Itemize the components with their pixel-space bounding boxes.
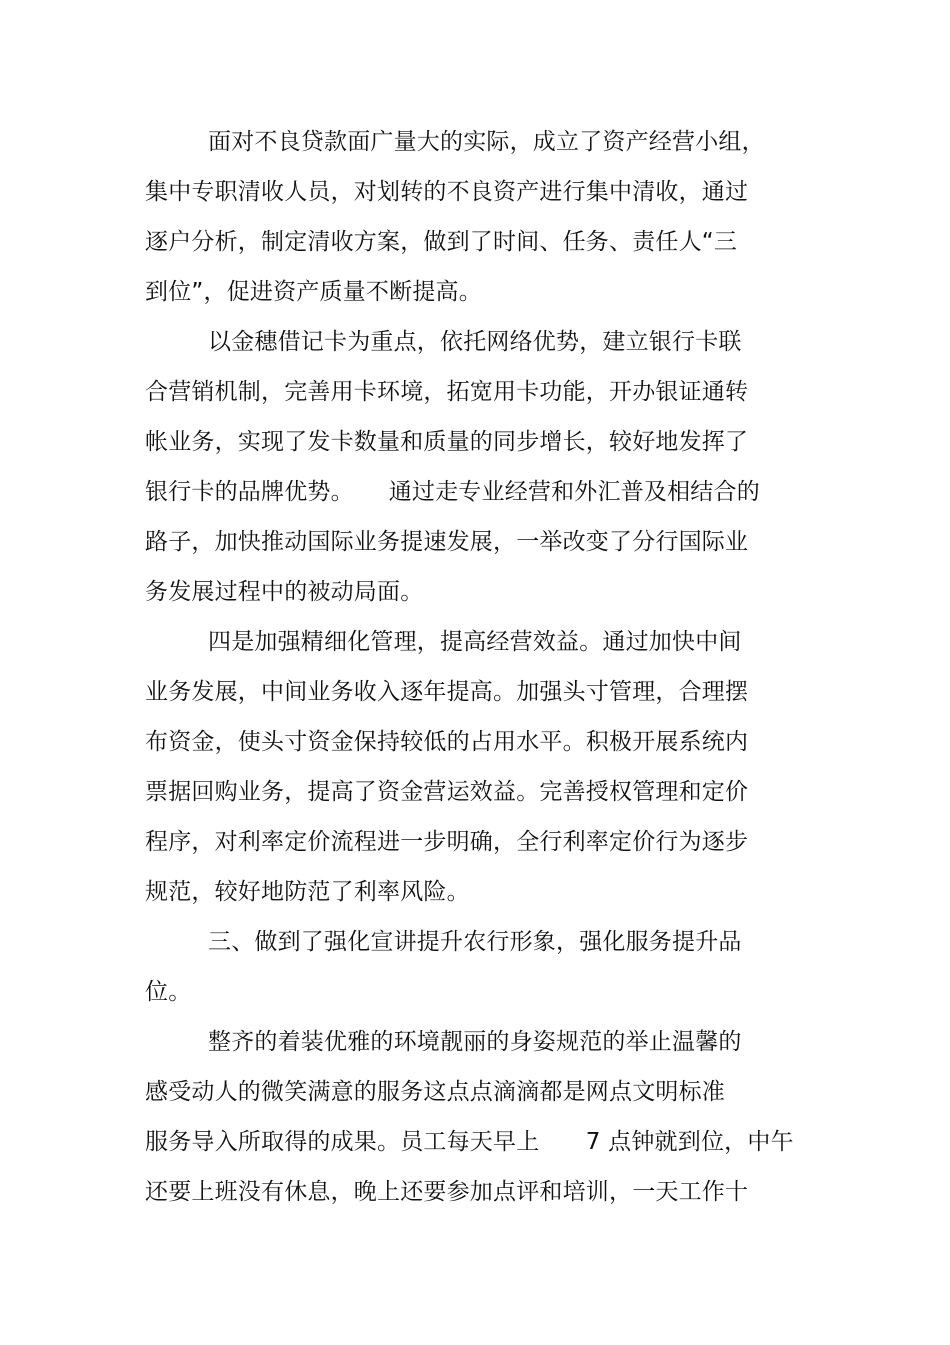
paragraph-line: 服务导入所取得的成果。员工每天早上 7 点钟就到位，中午 [145,1129,794,1155]
section-heading-line: 位。 [145,979,192,1005]
paragraph-line: 四是加强精细化管理，提高经营效益。通过加快中间 [208,629,742,655]
paragraph-line: 整齐的着装优雅的环境靓丽的身姿规范的举止温馨的 [208,1029,742,1055]
paragraph-line: 集中专职清收人员，对划转的不良资产进行集中清收，通过 [145,179,749,205]
paragraph-line: 业务发展，中间业务收入逐年提高。加强头寸管理，合理摆 [145,679,749,705]
paragraph-line: 路子，加快推动国际业务提速发展，一举改变了分行国际业 [145,529,749,555]
paragraph-line: 以金穗借记卡为重点，依托网络优势，建立银行卡联 [208,329,742,355]
paragraph-line: 布资金，使头寸资金保持较低的占用水平。积极开展系统内 [145,729,749,755]
paragraph-line: 还要上班没有休息，晚上还要参加点评和培训，一天工作十 [145,1179,749,1205]
paragraph-line: 务发展过程中的被动局面。 [145,579,424,605]
paragraph-line: 银行卡的品牌优势。 通过走专业经营和外汇普及相结合的 [145,479,760,505]
paragraph-line: 感受动人的微笑满意的服务这点点滴滴都是网点文明标准 [145,1079,725,1105]
paragraph-line: 合营销机制，完善用卡环境，拓宽用卡功能，开办银证通转 [145,379,749,405]
paragraph-line: 规范，较好地防范了利率风险。 [145,879,470,905]
paragraph-line: 逐户分析，制定清收方案，做到了时间、任务、责任人“三 [145,229,738,255]
paragraph-line: 面对不良贷款面广量大的实际，成立了资产经营小组， [208,129,765,155]
section-heading-line: 三、做到了强化宣讲提升农行形象，强化服务提升品 [208,929,742,955]
paragraph-line: 帐业务，实现了发卡数量和质量的同步增长，较好地发挥了 [145,429,749,455]
paragraph-line: 到位”，促进资产质量不断提高。 [145,279,482,305]
paragraph-line: 票据回购业务，提高了资金营运效益。完善授权管理和定价 [145,779,749,805]
paragraph-line: 程序，对利率定价流程进一步明确，全行利率定价行为逐步 [145,829,749,855]
